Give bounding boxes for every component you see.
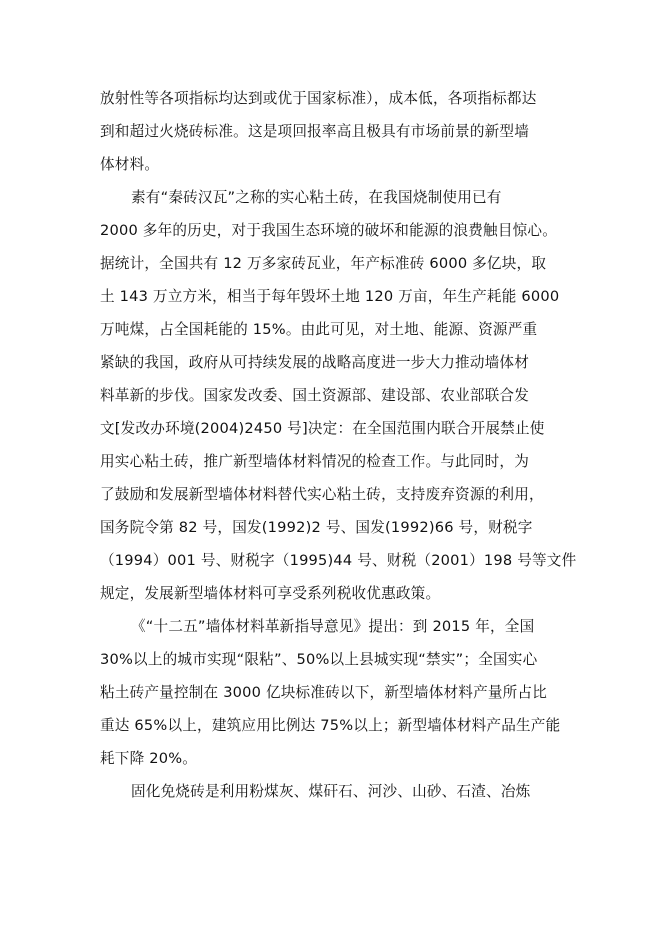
text-line: 规定，发展新型墙体材料可享受系列税收优惠政策。 [100, 585, 441, 602]
text-line: 国务院令第 82 号，国发(1992)2 号、国发(1992)66 号，财税字 [100, 519, 533, 536]
text-line: 重达 65%以上，建筑应用比例达 75%以上；新型墙体材料产品生产能 [100, 717, 561, 734]
text-line: 文[发改办环境(2004)2450 号]决定：在全国范围内联合开展禁止使 [100, 420, 545, 437]
text-line: 料革新的步伐。国家发改委、国土资源部、建设部、农业部联合发 [100, 387, 530, 404]
text-line: 体材料。 [100, 156, 160, 173]
text-line: 了鼓励和发展新型墙体材料替代实心粘土砖，支持废弃资源的利用， [100, 486, 544, 503]
text-line: 紧缺的我国，政府从可持续发展的战略高度进一步大力推动墙体材 [100, 354, 530, 371]
text-line: 用实心粘土砖，推广新型墙体材料情况的检查工作。与此同时，为 [100, 453, 530, 470]
paragraph-start-line: 固化免烧砖是利用粉煤灰、煤矸石、河沙、山砂、石渣、冶炼 [131, 783, 531, 800]
text-line: 放射性等各项指标均达到或优于国家标准），成本低，各项指标都达 [100, 90, 537, 107]
text-line: 到和超过火烧砖标准。这是项回报率高且极具有市场前景的新型墙 [100, 123, 530, 140]
text-line: 土 143 万立方米，相当于每年毁坏土地 120 万亩，年生产耗能 6000 [100, 288, 560, 305]
text-line: 耗下降 20%。 [100, 750, 198, 767]
paragraph-start-line: 《“十二五”墙体材料革新指导意见》提出：到 2015 年，全国 [131, 618, 535, 635]
text-line: 据统计，全国共有 12 万多家砖瓦业，年产标准砖 6000 多亿块，取 [100, 255, 547, 272]
text-line: 30%以上的城市实现“限粘”、50%以上县城实现“禁实”；全国实心 [100, 651, 538, 668]
text-line: 2000 多年的历史，对于我国生态环境的破坏和能源的浪费触目惊心。 [100, 222, 558, 239]
text-line: 粘土砖产量控制在 3000 亿块标准砖以下，新型墙体材料产量所占比 [100, 684, 548, 701]
text-line: （1994）001 号、财税字（1995)44 号、财税（2001）198 号等文件 [100, 552, 577, 569]
paragraph-start-line: 素有“秦砖汉瓦”之称的实心粘土砖，在我国烧制使用已有 [131, 189, 502, 206]
text-line: 万吨煤，占全国耗能的 15%。由此可见，对土地、能源、资源严重 [100, 321, 538, 338]
